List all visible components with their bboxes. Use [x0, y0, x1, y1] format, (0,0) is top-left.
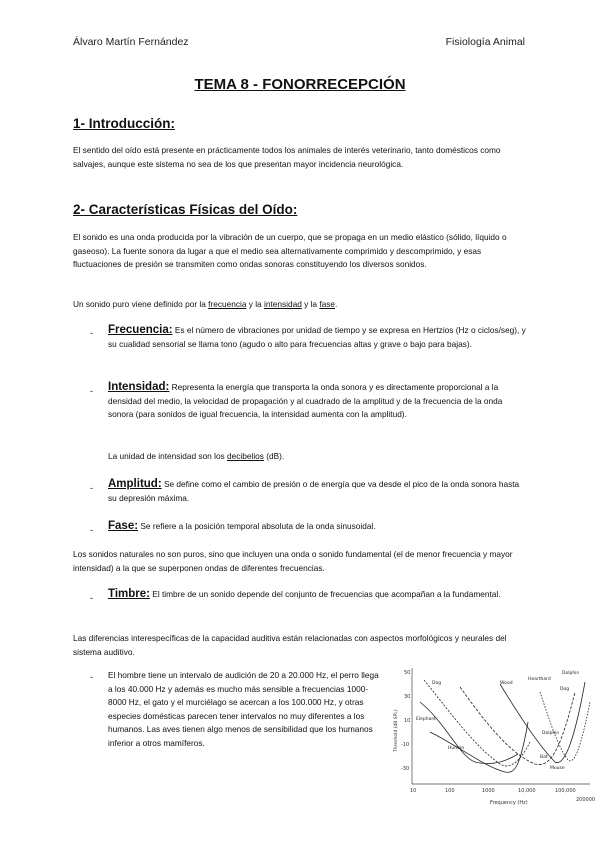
timbre-item	[108, 588, 528, 602]
intensity-text: Representa la energía que transporta la onda sonora y es directamente proporcional a la densidad del medio, la velocidad de propagación y al cuadrado de la amplitud y de la frecuencia de la onda sonora (para sonidos de igual frecuencia, la intensidad aumenta con la amplitud).	[108, 382, 503, 420]
section-1-text: El sentido del oído está presente en prácticamente todos los animales de interés veterinario, tanto domésticos como salvajes, aunque este sistema no sea de los que presentan mayor incidencia neurológica.	[73, 145, 501, 169]
pure-sound-intensity: intensidad	[263, 299, 302, 309]
header-author: Álvaro Martín Fernández	[73, 36, 189, 48]
pure-sound-end: .	[335, 299, 338, 309]
species-label: Hearthard	[528, 677, 551, 682]
pure-sound-definition	[73, 298, 528, 312]
species-label: Dolphin	[562, 671, 580, 676]
species-label: Dog	[432, 681, 442, 686]
species-label: Dog	[560, 687, 570, 692]
bullet-frequency: -	[90, 328, 93, 338]
header-course: Fisiología Animal	[445, 36, 525, 48]
timbre-term: Timbre:	[108, 588, 150, 600]
intensity-item	[108, 381, 528, 422]
bullet-hearing: -	[90, 672, 93, 682]
frequency-text: Es el número de vibraciones por unidad de tiempo y se expresa en Hertzios (Hz o ciclos/seg), y su cualidad sensorial se llama tono (agudo o alto para frecuencias altas y grave o bajo para bajas).	[108, 325, 526, 349]
xtick-label: 100	[445, 788, 455, 794]
species-label: Mouse	[550, 766, 565, 771]
phase-item	[108, 520, 528, 534]
species-label: Elephant	[416, 717, 436, 722]
intensity-unit-word: decibelios	[227, 451, 264, 461]
bullet-amplitude: -	[90, 483, 93, 493]
amplitude-term: Amplitud:	[108, 478, 162, 490]
xtick-label: 200000	[576, 797, 596, 803]
ytick-label: 30	[404, 694, 411, 700]
pure-sound-and-1: y la	[248, 299, 262, 309]
pure-sound-phase: fase	[319, 299, 336, 309]
species-label: Human	[448, 746, 465, 751]
figure-ylabel: Threshold (dB SPL)	[394, 709, 399, 752]
xtick-label: 1000	[482, 788, 495, 794]
xtick-label: 10,000	[518, 788, 536, 794]
figure-xlabel: Frequency (Hz)	[490, 800, 528, 806]
section-1-heading: 1- Introducción:	[73, 116, 175, 131]
section-2-heading: 2- Características Físicas del Oído:	[73, 202, 298, 217]
ytick-label: -30	[401, 766, 410, 772]
ytick-label: 10	[404, 718, 411, 724]
xtick-label: 10	[410, 788, 417, 794]
ytick-label: -10	[401, 742, 410, 748]
phase-term: Fase:	[108, 520, 139, 532]
pure-sound-frequency: frecuencia	[208, 299, 247, 309]
timbre-text: El timbre de un sonido depende del conjunto de frecuencias que acompañan a la fundamental.	[152, 589, 501, 599]
pure-sound-pre: Un sonido puro viene definido por la	[73, 299, 206, 309]
bullet-phase: -	[90, 525, 93, 535]
species-label: Wood	[500, 681, 513, 686]
bullet-timbre: -	[90, 593, 93, 603]
amplitude-item	[108, 478, 528, 505]
intensity-unit-post: (dB).	[266, 451, 285, 461]
frequency-item	[108, 324, 528, 351]
page-title: TEMA 8 - FONORRECEPCIÓN	[194, 76, 406, 93]
natural-sounds-text: Los sonidos naturales no son puros, sino que incluyen una onda o sonido fundamental (el de menor frecuencia y mayor intensidad) a la que se superponen ondas de diferentes frecuencias.	[73, 549, 513, 573]
bullet-intensity: -	[90, 386, 93, 396]
differences-text: Las diferencias interespecíficas de la capacidad auditiva están relacionadas con aspectos morfológicos y neurales del sistema auditivo.	[73, 633, 507, 657]
ytick-label: 50	[404, 670, 411, 676]
species-label: Dolphin	[542, 731, 560, 736]
amplitude-text: Se define como el cambio de presión o de energía que va desde el pico de la onda sonora hasta su depresión máxima.	[108, 479, 520, 503]
intensity-term: Intensidad:	[108, 381, 170, 393]
section-2-intro: El sonido es una onda producida por la vibración de un cuerpo, que se propaga en un medio elástico (sólido, líquido o gaseoso). La fuente sonora da lugar a que el medio sea alternativamente comprimido y descomprimido, y esas fluctuaciones de presión se transmiten como ondas sonoras constituyendo los diversos sonidos.	[73, 232, 507, 270]
intensity-unit	[108, 450, 528, 464]
species-label: Bat	[540, 755, 548, 760]
phase-text: Se refiere a la posición temporal absoluta de la onda sinusoidal.	[140, 521, 376, 531]
frequency-term: Frecuencia:	[108, 324, 173, 336]
hearing-ranges-text: El hombre tiene un intervalo de audición de 20 a 20.000 Hz, el perro llega a los 40.000 Hz y además es mucho más sensible a frecuencias 1000-8000 Hz, el gato y el murciélago se acercan a los 100.000 Hz, y otras especies domésticas parecen tener intervalos no muy diferentes a los humanos. Las aves tienen algo menos de sensibilidad que los humanos inferior a otros mamíferos.	[108, 670, 379, 748]
xtick-label: 100,000	[555, 788, 576, 794]
pure-sound-and-2: y la	[304, 299, 318, 309]
audiogram-figure	[390, 662, 600, 810]
intensity-unit-pre: La unidad de intensidad son los	[108, 451, 225, 461]
